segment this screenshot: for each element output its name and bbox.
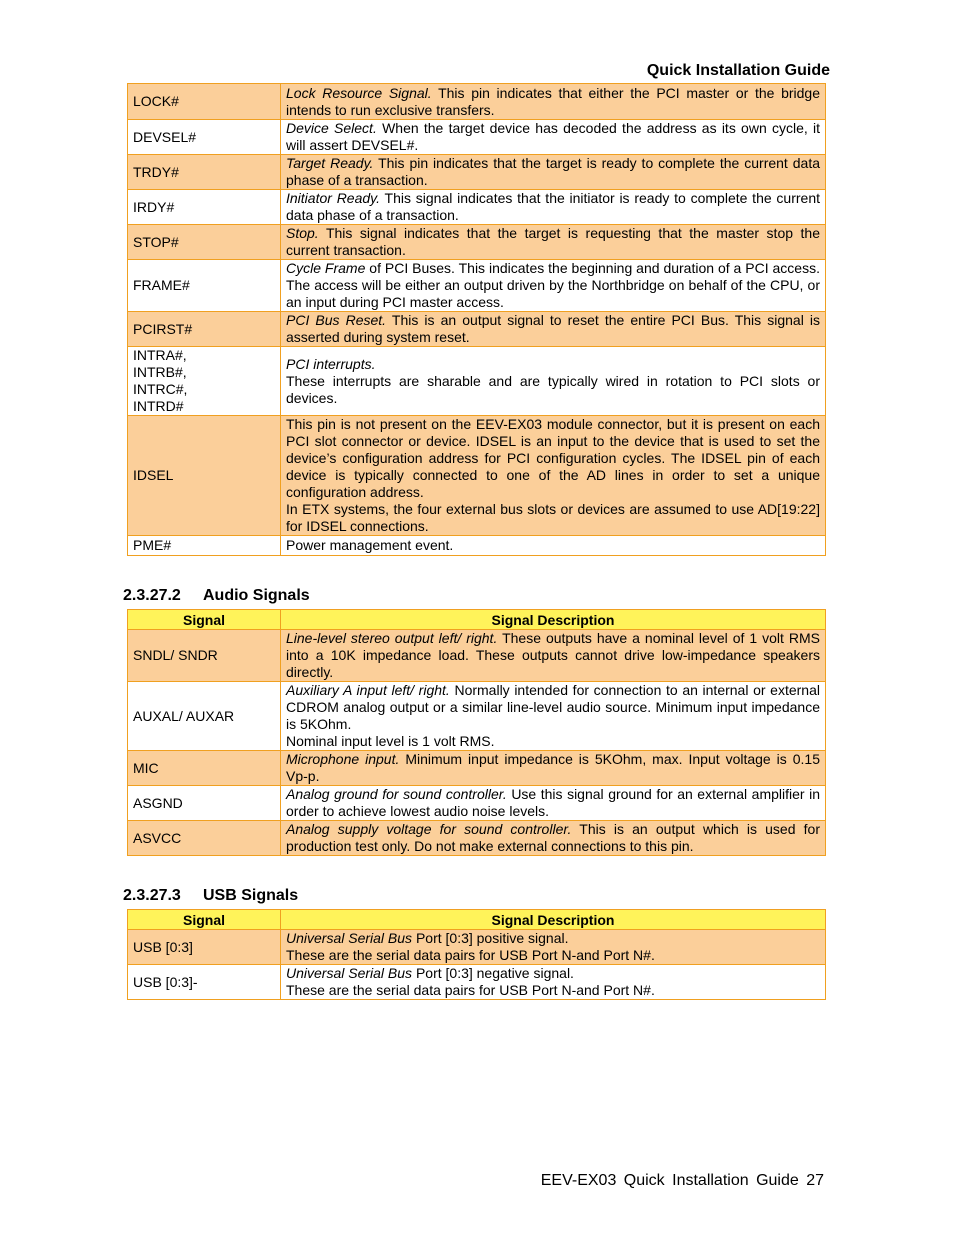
signal-term: Universal Serial Bus xyxy=(286,930,413,946)
pci-signal-table xyxy=(127,83,826,556)
table-row xyxy=(128,416,826,536)
signal-text: Normally intended for connection to an internal or external CDROM analog output or a similar line-level audio source. Minimum input impedance is 5KOhm. xyxy=(286,682,820,732)
signal-text: Nominal input level is 1 volt RMS. xyxy=(286,733,495,749)
column-header-signal: Signal xyxy=(128,910,281,930)
table-row xyxy=(128,930,826,965)
table-row xyxy=(128,312,826,347)
signal-text: of PCI Buses. This indicates the beginning and duration of a PCI access. The access will be either an output driven by the Northbridge on behalf of the CPU, or an input during PCI master access. xyxy=(286,260,820,310)
signal-description xyxy=(281,630,826,682)
signal-name: USB [0:3] xyxy=(128,930,281,965)
signal-name: AUXAL/ AUXAR xyxy=(128,682,281,751)
signal-term: PCI interrupts. xyxy=(286,355,376,372)
signal-text: This signal indicates that the initiator is ready to complete the current data phase of a transaction. xyxy=(286,190,820,223)
signal-term: Cycle Frame xyxy=(286,260,366,276)
table-row xyxy=(128,630,826,682)
section-title: Audio Signals xyxy=(203,587,310,604)
signal-description xyxy=(281,821,826,856)
signal-term: Stop. xyxy=(286,225,319,241)
section-number: 2.3.27.2 xyxy=(123,587,181,604)
signal-text: These are the serial data pairs for USB Port N-and Port N#. xyxy=(286,982,655,998)
signal-description xyxy=(281,84,826,120)
signal-text: In ETX systems, the four external bus slots or devices are assumed to use AD[19:22] for IDSEL connections. xyxy=(286,501,820,534)
table-row xyxy=(128,682,826,751)
table-row xyxy=(128,120,826,155)
signal-description xyxy=(281,786,826,821)
section-number: 2.3.27.3 xyxy=(123,887,181,904)
signal-name: STOP# xyxy=(128,225,281,260)
signal-text: This pin indicates that either the PCI master or the bridge intends to run exclusive transfers. xyxy=(286,84,820,118)
signal-name: USB [0:3]- xyxy=(128,965,281,1000)
signal-term: Auxiliary A input left/ right. xyxy=(286,682,450,698)
signal-name: PME# xyxy=(128,536,281,556)
signal-text: This pin indicates that the target is ready to complete the current data phase of a transaction. xyxy=(286,155,820,188)
signal-name: IDSEL xyxy=(128,416,281,536)
signal-name: SNDL/ SNDR xyxy=(128,630,281,682)
table-row xyxy=(128,84,826,120)
signal-name-line: INTRD# xyxy=(133,398,184,414)
signal-description xyxy=(281,536,826,556)
signal-name: TRDY# xyxy=(128,155,281,190)
table-row xyxy=(128,751,826,786)
signal-description xyxy=(281,682,826,751)
signal-text: This pin is not present on the EEV-EX03 module connector, but it is present on each PCI slot connector or device. IDSEL is an input to the device that is used to set the device’s configuration address for PCI configuration cycles. The IDSEL pin of each device is typically connected to one of the AD lines in order to set a unique configuration address. xyxy=(286,416,820,500)
table-row xyxy=(128,536,826,556)
signal-text: These are the serial data pairs for USB Port N-and Port N#. xyxy=(286,947,655,963)
section-heading-usb xyxy=(123,887,298,905)
signal-text: Minimum input impedance is 5KOhm, max. Input voltage is 0.15 Vp-p. xyxy=(286,751,820,784)
signal-description xyxy=(281,190,826,225)
signal-name-line: INTRB#, xyxy=(133,364,187,380)
signal-description xyxy=(281,965,826,1000)
signal-description xyxy=(281,155,826,190)
signal-description xyxy=(281,225,826,260)
signal-term: Universal Serial Bus xyxy=(286,965,413,981)
table-row xyxy=(128,190,826,225)
page-header: Quick Installation Guide xyxy=(646,62,830,79)
signal-term: Target Ready. xyxy=(286,155,374,171)
signal-term: Analog supply voltage for sound controller. xyxy=(286,821,572,837)
table-header-row xyxy=(128,610,826,630)
signal-term: Line-level stereo output left/ right. xyxy=(286,630,498,646)
signal-text: Use this signal ground for an external amplifier in order to achieve lowest audio noise levels. xyxy=(286,786,820,819)
signal-text: This signal indicates that the target is requesting that the master stop the current transaction. xyxy=(286,225,820,258)
usb-signal-table xyxy=(127,909,826,1000)
signal-text: These outputs have a nominal level of 1 volt RMS into a 10K impedance load. These outputs cannot drive low-impedance speakers directly. xyxy=(286,630,820,680)
signal-name-line: INTRC#, xyxy=(133,381,188,397)
signal-name: FRAME# xyxy=(128,260,281,312)
signal-term: Lock Resource Signal. xyxy=(286,84,432,101)
signal-text: These interrupts are sharable and are typically wired in rotation to PCI slots or devices. xyxy=(286,372,820,406)
table-row xyxy=(128,347,826,416)
table-header-row xyxy=(128,910,826,930)
table-row xyxy=(128,155,826,190)
signal-term: PCI Bus Reset. xyxy=(286,312,387,328)
signal-name-line: INTRA#, xyxy=(133,347,187,363)
signal-name: MIC xyxy=(128,751,281,786)
signal-name xyxy=(128,347,281,416)
signal-description xyxy=(281,120,826,155)
audio-signal-table xyxy=(127,609,826,856)
signal-text: This is an output signal to reset the entire PCI Bus. This signal is asserted during system reset. xyxy=(286,312,821,345)
signal-description xyxy=(281,312,826,347)
signal-term: Device Select. xyxy=(286,120,377,136)
signal-name: ASVCC xyxy=(128,821,281,856)
signal-name: LOCK# xyxy=(128,84,281,120)
signal-name: ASGND xyxy=(128,786,281,821)
signal-text: Port [0:3] negative signal. xyxy=(412,965,574,981)
signal-text: Port [0:3] positive signal. xyxy=(412,930,569,946)
table-row xyxy=(128,260,826,312)
signal-term: Analog ground for sound controller. xyxy=(286,786,507,802)
signal-text: When the target device has decoded the address as its own cycle, it will assert DEVSEL#. xyxy=(286,120,820,153)
signal-description xyxy=(281,260,826,312)
signal-description xyxy=(281,347,826,416)
table-row xyxy=(128,786,826,821)
signal-text: This is an output which is used for production test only. Do not make external connections to this pin. xyxy=(286,821,820,854)
table-row xyxy=(128,225,826,260)
signal-term: Microphone input. xyxy=(286,751,400,767)
table-row xyxy=(128,821,826,856)
signal-description xyxy=(281,930,826,965)
column-header-signal: Signal xyxy=(128,610,281,630)
signal-term: Initiator Ready. xyxy=(286,190,381,206)
column-header-description: Signal Description xyxy=(281,910,826,930)
signal-description xyxy=(281,416,826,536)
signal-name: PCIRST# xyxy=(128,312,281,347)
table-row xyxy=(128,965,826,1000)
section-title: USB Signals xyxy=(203,887,299,904)
page-footer: EEV-EX03 Quick Installation Guide 27 xyxy=(540,1172,824,1189)
signal-name: DEVSEL# xyxy=(128,120,281,155)
signal-text: Power management event. xyxy=(286,537,454,553)
signal-description xyxy=(281,751,826,786)
signal-name: IRDY# xyxy=(128,190,281,225)
section-heading-audio xyxy=(123,587,310,605)
column-header-description: Signal Description xyxy=(281,610,826,630)
